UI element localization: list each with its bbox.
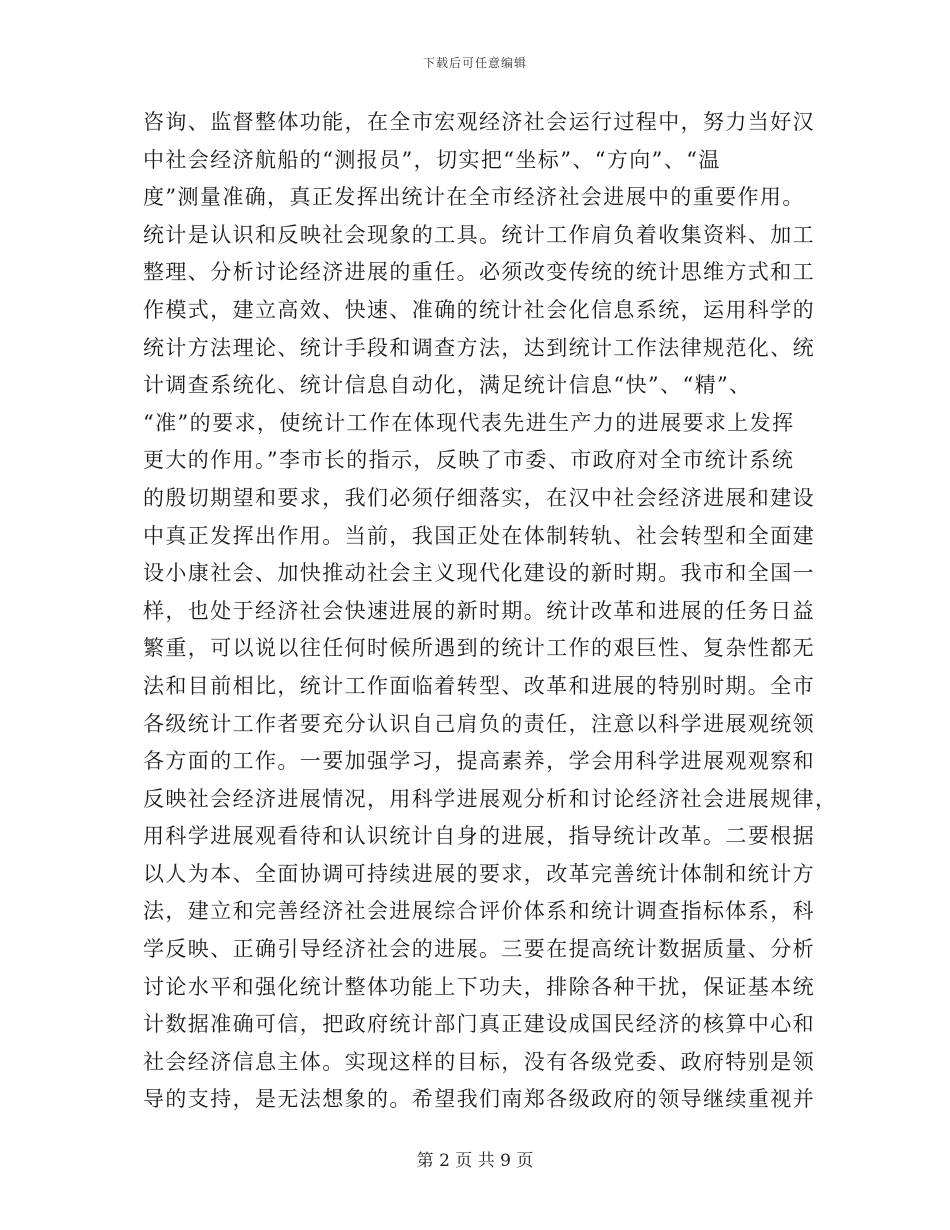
- text-line: 用科学进展观看待和认识统计自身的进展，指导统计改革。二要根据: [143, 824, 815, 849]
- text-line: 各方面的工作。一要加强学习，提高素养，学会用科学进展观观察和: [143, 749, 815, 774]
- text-line: 度”测量准确，真正发挥出统计在全市经济社会进展中的重要作用。: [143, 185, 805, 210]
- body-text: [143, 104, 838, 1119]
- text-line: 社会经济信息主体。实现这样的目标，没有各级党委、政府特别是领: [143, 1049, 815, 1074]
- text-line: 样，也处于经济社会快速进展的新时期。统计改革和进展的任务日益: [143, 598, 815, 623]
- text-line: 导的支持，是无法想象的。希望我们南郑各级政府的领导继续重视并: [143, 1087, 815, 1112]
- text-line: 反映社会经济进展情况，用科学进展观分析和讨论经济社会进展规律，: [143, 786, 838, 811]
- page-header: 下载后可任意编辑: [422, 56, 527, 70]
- text-line: “准”的要求，使统计工作在体现代表先进生产力的进展要求上发挥: [143, 410, 795, 435]
- text-line: 的殷切期望和要求，我们必须仔细落实，在汉中社会经济进展和建设: [143, 485, 815, 510]
- page-number-suffix: 页: [516, 1151, 534, 1171]
- text-line: 中真正发挥出作用。当前，我国正处在体制转轨、社会转型和全面建: [143, 523, 815, 548]
- text-line: 整理、分析讨论经济进展的重任。必须改变传统的统计思维方式和工: [143, 260, 815, 285]
- text-line: 中社会经济航船的“测报员”，切实把“坐标”、“方向”、“温: [143, 147, 721, 172]
- text-line: 计调查系统化、统计信息自动化，满足统计信息“快”、“精”、: [143, 373, 752, 398]
- text-line: 法和目前相比，统计工作面临着转型、改革和进展的特别时期。全市: [143, 673, 815, 698]
- page-number-middle: 页 共: [455, 1151, 495, 1171]
- page-number-prefix: 第: [416, 1151, 434, 1171]
- text-line: 统计是认识和反映社会现象的工具。统计工作肩负着收集资料、加工: [143, 222, 815, 247]
- text-line: 计数据准确可信，把政府统计部门真正建设成国民经济的核算中心和: [143, 1012, 815, 1037]
- text-line: 讨论水平和强化统计整体功能上下功夫，排除各种干扰，保证基本统: [143, 974, 815, 999]
- text-line: 咨询、监督整体功能，在全市宏观经济社会运行过程中，努力当好汉: [143, 110, 815, 134]
- text-line: 以人为本、全面协调可持续进展的要求，改革完善统计体制和统计方: [143, 861, 815, 886]
- text-line: 繁重，可以说以往任何时候所遇到的统计工作的艰巨性、复杂性都无: [143, 636, 815, 661]
- text-line: 各级统计工作者要充分认识自己肩负的责任，注意以科学进展观统领: [143, 711, 815, 736]
- page-footer: [0, 1146, 950, 1171]
- total-pages-number: 9: [500, 1151, 511, 1171]
- text-line: 法，建立和完善经济社会进展综合评价体系和统计调查指标体系，科: [143, 899, 815, 924]
- text-line: 更大的作用。”李市长的指示，反映了市委、市政府对全市统计系统: [143, 448, 795, 473]
- text-line: 作模式，建立高效、快速、准确的统计社会化信息系统，运用科学的: [143, 297, 815, 322]
- text-line: 学反映、正确引导经济社会的进展。三要在提高统计数据质量、分析: [143, 937, 815, 962]
- text-line: 设小康社会、加快推动社会主义现代化建设的新时期。我市和全国一: [143, 561, 815, 586]
- text-line: 统计方法理论、统计手段和调查方法，达到统计工作法律规范化、统: [143, 335, 815, 360]
- current-page-number: 2: [439, 1151, 450, 1171]
